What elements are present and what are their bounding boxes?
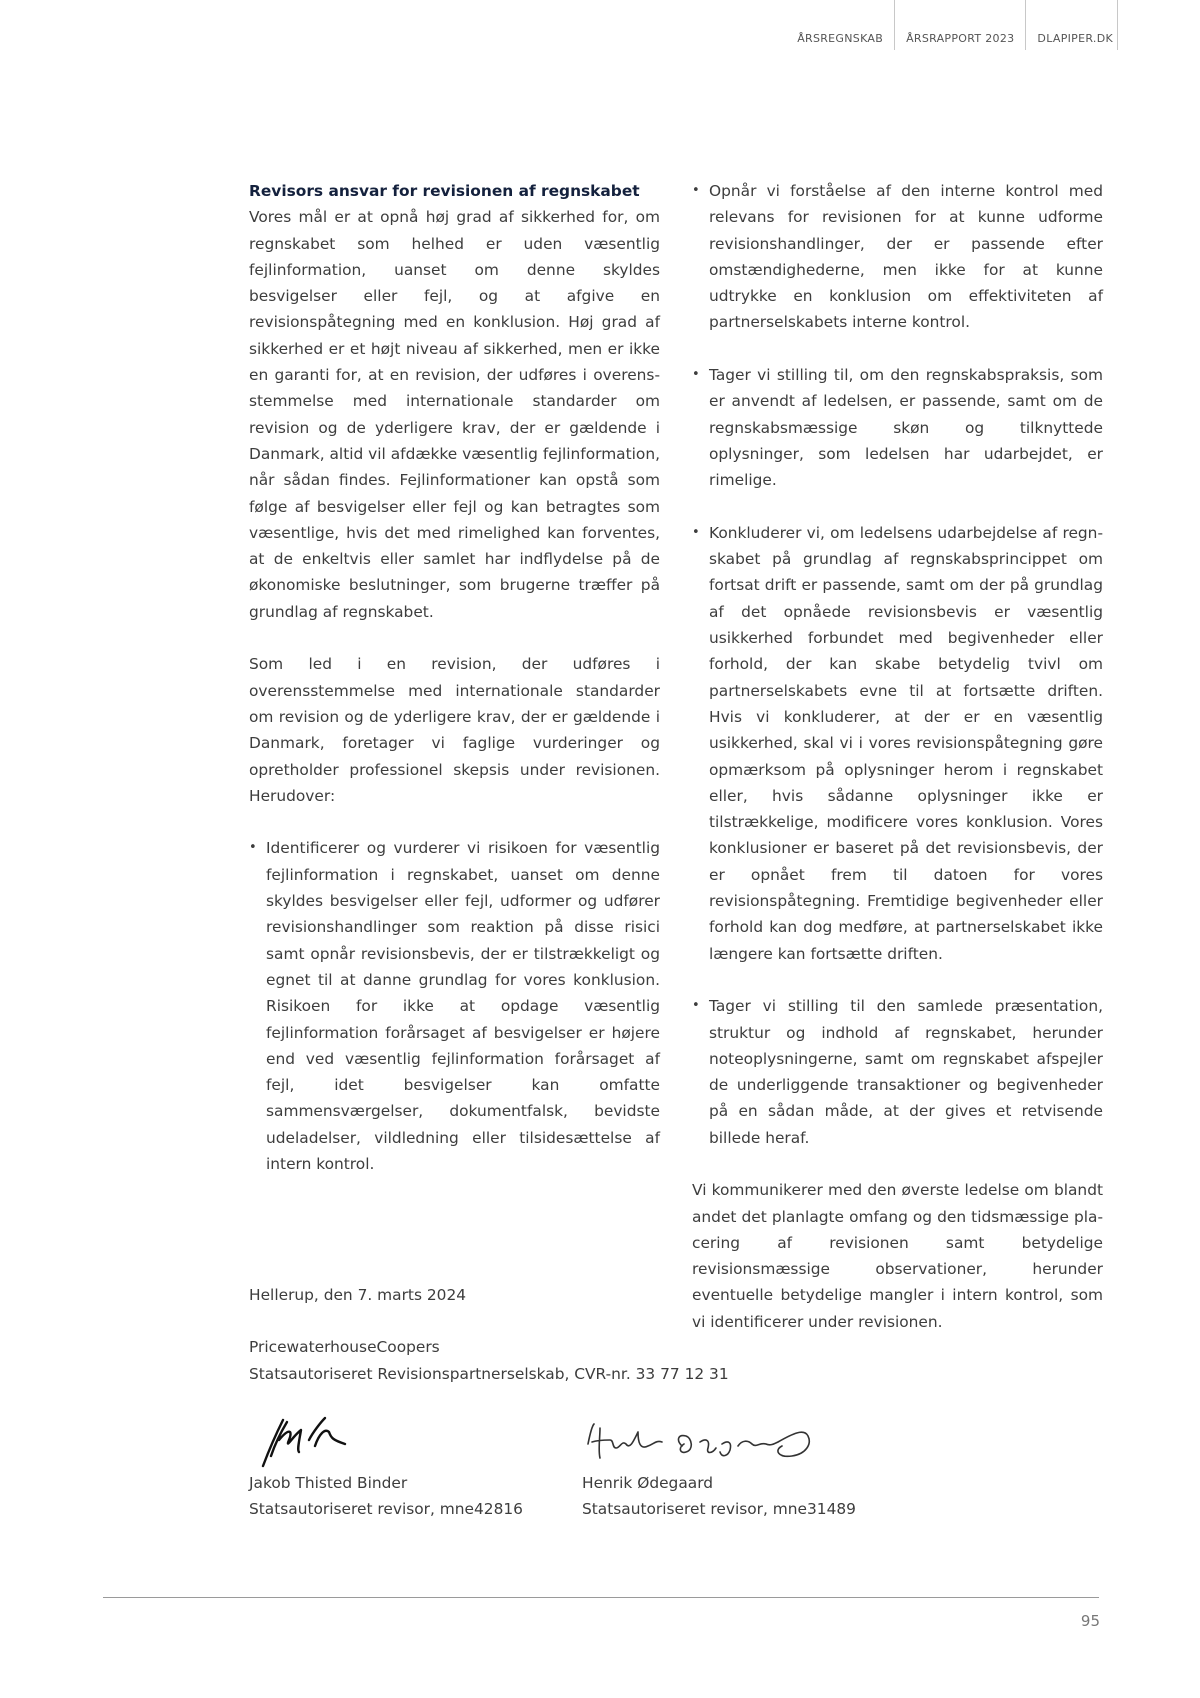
bullet-text: Tager vi stilling til, om den regnskabspraksis, som er anvendt af ledelsen, er passende, samt om de regnskabsmæssige skøn og tilknyttede oplysninger, som ledelsen har udarbejdet, er rimelige. bbox=[709, 366, 1103, 490]
signer-2 bbox=[582, 1410, 902, 1523]
place-date: Hellerup, den 7. marts 2024 bbox=[249, 1286, 467, 1304]
signer-title: Statsautoriseret revisor, mne42816 bbox=[249, 1500, 523, 1519]
signature-image bbox=[249, 1410, 389, 1470]
section-heading: Revisors ansvar for revisionen af regnskabet bbox=[249, 182, 640, 200]
bullet-text: Identificerer og vurderer vi risikoen for væsentlig fejlinformation i regnskabet, uanset om denne skyldes besvigelser eller fejl, udformer og udfører revisionshandlinger som reaktion på disse risici samt opnår revisionsbevis, der er tilstrækkeligt og egnet til at danne grundlag for vores konklusion. Risikoen for ikke at opdage væsentlig fejlinformation forårsaget af besvigelser er højere end ved væsentlig fejlinformation forårsaget af fejl, idet besvigelser kan omfatte sammensværgelser, dokumentfalsk, bevidste udeladelser, vildledning eller tilsidesættelse af intern kontrol. bbox=[266, 839, 660, 1173]
bullet-glyph: • bbox=[692, 524, 700, 540]
bullet-item bbox=[692, 993, 1103, 1151]
bullet-item bbox=[249, 835, 660, 1177]
page-number: 95 bbox=[1080, 1612, 1100, 1630]
signature-image bbox=[582, 1410, 822, 1470]
footer-divider bbox=[103, 1597, 1099, 1598]
signatures bbox=[249, 1410, 949, 1520]
firm-name: PricewaterhouseCoopers bbox=[249, 1338, 440, 1357]
nav-link-arsrapport[interactable]: ÅRSRAPPORT 2023 bbox=[895, 0, 1026, 50]
bullet-glyph: • bbox=[249, 840, 257, 856]
bullet-item bbox=[692, 362, 1103, 493]
left-column bbox=[249, 178, 660, 1177]
paragraph-objective: Vores mål er at opnå høj grad af sikkerhed for, om regnskabet som helhed er uden væsentlig fejlinformation, uanset om denne skyldes besvigelser eller fejl, og at afgive en revisionspåtegning med en konklusion. Høj grad af sikkerhed er et højt niveau af sikkerhed, men er ikke en garanti for, at en revision, der udføres i overensstemmelse med internationale standarder om revision og de yderligere krav, der er gældende i Danmark, altid vil afdække væsentlig fejlinformation, når sådan findes. Fejlinformationer kan opstå som følge af besvigelser eller fejl og kan betragtes som væsentlige, hvis det med rimelighed kan forventes, at de enkeltvis eller samlet har indflydelse på de økonomiske beslutninger, som brugerne træffer på grundlag af regnskabet. bbox=[249, 208, 660, 621]
bullet-glyph: • bbox=[692, 183, 700, 198]
top-navigation bbox=[786, 0, 1118, 50]
bullet-item bbox=[692, 520, 1103, 967]
right-column bbox=[692, 178, 1103, 1335]
bullet-text: Tager vi stilling til den samlede præsentation, struktur og indhold af regnskabet, herunder noteoplysningerne, samt om regnskabet afspejler de underliggende transaktioner og begivenheder på en sådan måde, at der gives et retvisende billede heraf. bbox=[709, 997, 1103, 1147]
signoff-block bbox=[249, 1282, 729, 1387]
signer-name: Henrik Ødegaard bbox=[582, 1474, 714, 1492]
bullet-glyph: • bbox=[692, 367, 700, 383]
bullet-text: Opnår vi forståelse af den interne kontrol med relevans for revisionen for at kunne udforme revisionshandlinger, der er passende efter omstændighederne, men ikke for at kunne udtrykke en konklusion om effektiviteten af partnerselskabets interne kontrol. bbox=[709, 182, 1103, 332]
paragraph-communication: Vi kommunikerer med den øverste ledelse om blandt andet det planlagte omfang og den tidsmæssige placering af revisionen samt betydelige revisionsmæssige observationer, herunder eventuelle betydelige mangler i intern kontrol, som vi identificerer under revisionen. bbox=[692, 1181, 1103, 1331]
nav-link-arsregnskab[interactable]: ÅRSREGNSKAB bbox=[786, 0, 895, 50]
nav-link-website[interactable]: DLAPIPER.DK bbox=[1026, 0, 1118, 50]
paragraph-audit-scope: Som led i en revision, der udføres i overensstemmelse med internationale standarder om revision og de yderligere krav, der er gældende i Danmark, foretager vi faglige vurderinger og opretholder professionel skepsis under revisionen. Herudover: bbox=[249, 655, 660, 805]
firm-detail: Statsautoriseret Revisionspartnerselskab, CVR-nr. 33 77 12 31 bbox=[249, 1364, 729, 1383]
signer-1 bbox=[249, 1410, 569, 1523]
bullet-item bbox=[692, 178, 1103, 336]
bullet-text: Konkluderer vi, om ledelsens udarbejdelse af regnskabet på grundlag af regnskabsprincippet om fortsat drift er passende, samt om der på grundlag af det opnåede revisionsbevis er væsentlig usikkerhed forbundet med begivenheder eller forhold, der kan skabe betydelig tvivl om partnerselskabets evne til at fortsætte driften. Hvis vi konkluderer, at der er en væsentlig usikkerhed, skal vi i vores revisionspåtegning gøre opmærksom på oplysninger herom i regnskabet eller, hvis sådanne oplysninger ikke er tilstrækkelige, modificere vores konklusion. Vores konklusioner er baseret på det revisionsbevis, der er opnået frem til datoen for vores revisionspåtegning. Fremtidige begivenheder eller forhold kan dog medføre, at partnerselskabet ikke længere kan fortsætte driften. bbox=[709, 523, 1103, 963]
bullet-glyph: • bbox=[692, 998, 700, 1014]
signer-title: Statsautoriseret revisor, mne31489 bbox=[582, 1500, 856, 1519]
signer-name: Jakob Thisted Binder bbox=[249, 1474, 408, 1492]
